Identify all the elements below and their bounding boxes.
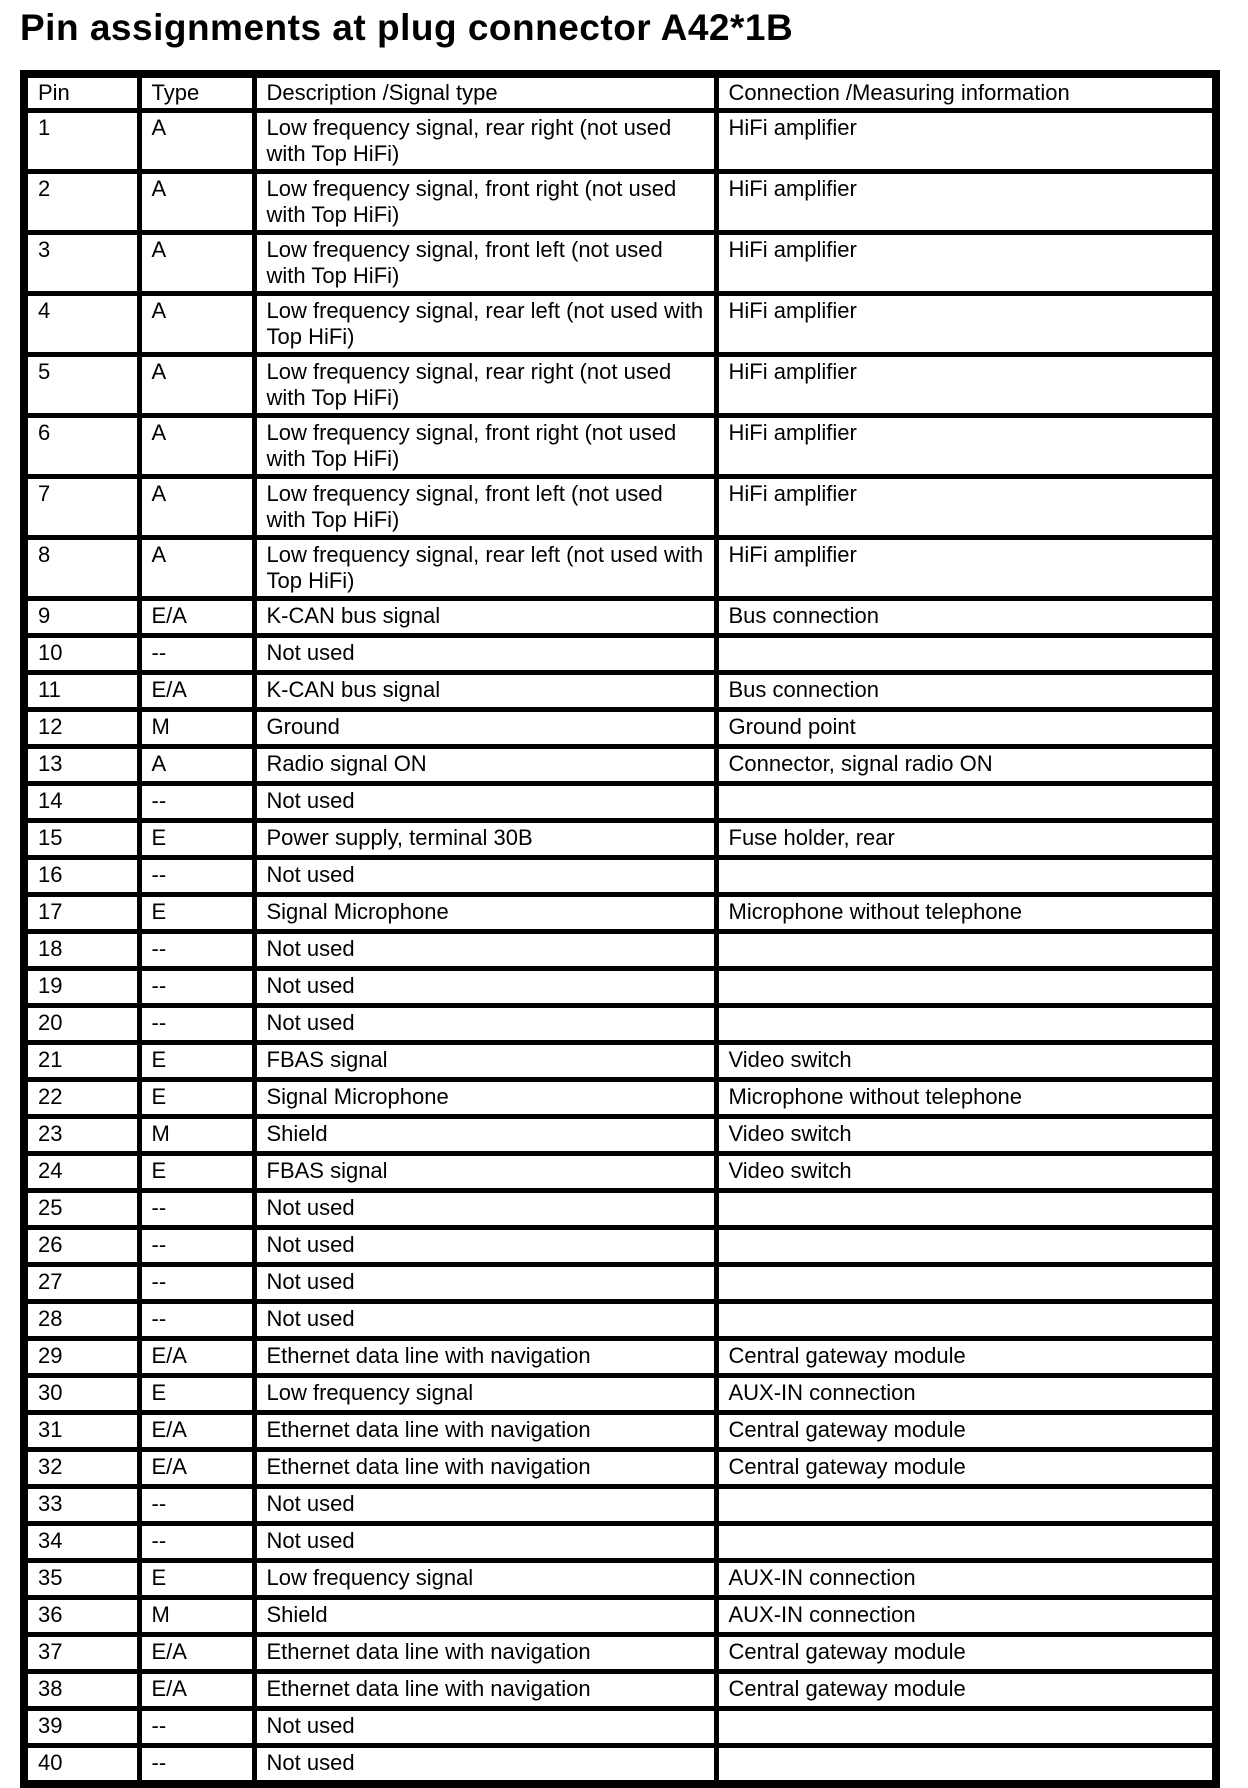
- column-header-description: Description /Signal type: [254, 74, 716, 111]
- table-row: [24, 1561, 1216, 1598]
- table-row: [24, 1376, 1216, 1413]
- connection-cell: [716, 932, 1216, 969]
- column-header-connection: Connection /Measuring information: [716, 74, 1216, 111]
- table-row: [24, 858, 1216, 895]
- description-cell: Low frequency signal, front right (not used with Top HiFi): [254, 416, 716, 477]
- description-cell: Signal Microphone: [254, 895, 716, 932]
- pin-cell: 17: [24, 895, 139, 932]
- description-cell: Low frequency signal, rear right (not used with Top HiFi): [254, 111, 716, 172]
- type-cell: --: [139, 932, 254, 969]
- table-row: [24, 1154, 1216, 1191]
- pin-cell: 9: [24, 599, 139, 636]
- connection-cell: [716, 636, 1216, 673]
- pin-cell: 25: [24, 1191, 139, 1228]
- connection-cell: Fuse holder, rear: [716, 821, 1216, 858]
- connection-cell: HiFi amplifier: [716, 416, 1216, 477]
- pin-cell: 20: [24, 1006, 139, 1043]
- description-cell: Not used: [254, 969, 716, 1006]
- type-cell: --: [139, 1709, 254, 1746]
- pin-cell: 29: [24, 1339, 139, 1376]
- connection-cell: [716, 1191, 1216, 1228]
- table-row: [24, 1191, 1216, 1228]
- connection-cell: HiFi amplifier: [716, 355, 1216, 416]
- pin-cell: 30: [24, 1376, 139, 1413]
- table-row: [24, 1117, 1216, 1154]
- pin-cell: 16: [24, 858, 139, 895]
- connection-cell: Video switch: [716, 1043, 1216, 1080]
- description-cell: Shield: [254, 1117, 716, 1154]
- connection-cell: [716, 1265, 1216, 1302]
- connection-cell: Central gateway module: [716, 1450, 1216, 1487]
- pin-cell: 4: [24, 294, 139, 355]
- table-row: [24, 172, 1216, 233]
- type-cell: --: [139, 1191, 254, 1228]
- description-cell: Not used: [254, 1265, 716, 1302]
- table-row: [24, 673, 1216, 710]
- description-cell: Not used: [254, 858, 716, 895]
- description-cell: Not used: [254, 784, 716, 821]
- type-cell: --: [139, 1228, 254, 1265]
- table-row: [24, 1524, 1216, 1561]
- pin-cell: 31: [24, 1413, 139, 1450]
- connection-cell: HiFi amplifier: [716, 172, 1216, 233]
- description-cell: Low frequency signal, rear right (not used with Top HiFi): [254, 355, 716, 416]
- description-cell: Not used: [254, 1191, 716, 1228]
- description-cell: Not used: [254, 1709, 716, 1746]
- type-cell: M: [139, 710, 254, 747]
- table-row: [24, 416, 1216, 477]
- table-row: [24, 932, 1216, 969]
- description-cell: FBAS signal: [254, 1154, 716, 1191]
- description-cell: Low frequency signal, front left (not used with Top HiFi): [254, 233, 716, 294]
- connection-cell: HiFi amplifier: [716, 111, 1216, 172]
- table-row: [24, 1450, 1216, 1487]
- table-row: [24, 784, 1216, 821]
- type-cell: E: [139, 821, 254, 858]
- type-cell: A: [139, 111, 254, 172]
- table-row: [24, 1265, 1216, 1302]
- connection-cell: AUX-IN connection: [716, 1376, 1216, 1413]
- type-cell: M: [139, 1117, 254, 1154]
- connection-cell: [716, 1302, 1216, 1339]
- type-cell: A: [139, 747, 254, 784]
- pin-cell: 24: [24, 1154, 139, 1191]
- connection-cell: Central gateway module: [716, 1672, 1216, 1709]
- connection-cell: HiFi amplifier: [716, 538, 1216, 599]
- type-cell: --: [139, 1524, 254, 1561]
- table-row: [24, 1080, 1216, 1117]
- type-cell: --: [139, 969, 254, 1006]
- description-cell: Low frequency signal, front left (not used with Top HiFi): [254, 477, 716, 538]
- description-cell: Ethernet data line with navigation: [254, 1413, 716, 1450]
- description-cell: Power supply, terminal 30B: [254, 821, 716, 858]
- pin-cell: 38: [24, 1672, 139, 1709]
- description-cell: Not used: [254, 1746, 716, 1785]
- table-row: [24, 1598, 1216, 1635]
- connection-cell: Central gateway module: [716, 1339, 1216, 1376]
- type-cell: E/A: [139, 599, 254, 636]
- pin-cell: 39: [24, 1709, 139, 1746]
- pin-cell: 11: [24, 673, 139, 710]
- type-cell: M: [139, 1598, 254, 1635]
- pin-cell: 5: [24, 355, 139, 416]
- connection-cell: Video switch: [716, 1117, 1216, 1154]
- type-cell: E: [139, 1376, 254, 1413]
- type-cell: A: [139, 477, 254, 538]
- type-cell: A: [139, 172, 254, 233]
- pin-cell: 15: [24, 821, 139, 858]
- pin-table-body: [24, 111, 1216, 1785]
- pin-cell: 18: [24, 932, 139, 969]
- pin-cell: 26: [24, 1228, 139, 1265]
- type-cell: E/A: [139, 1635, 254, 1672]
- description-cell: Ethernet data line with navigation: [254, 1635, 716, 1672]
- type-cell: A: [139, 416, 254, 477]
- table-row: [24, 1228, 1216, 1265]
- pin-cell: 34: [24, 1524, 139, 1561]
- type-cell: --: [139, 1006, 254, 1043]
- table-row: [24, 1006, 1216, 1043]
- connection-cell: HiFi amplifier: [716, 233, 1216, 294]
- connection-cell: Video switch: [716, 1154, 1216, 1191]
- description-cell: Ethernet data line with navigation: [254, 1339, 716, 1376]
- connection-cell: [716, 1709, 1216, 1746]
- table-row: [24, 1746, 1216, 1785]
- table-row: [24, 1043, 1216, 1080]
- type-cell: --: [139, 1265, 254, 1302]
- pin-cell: 28: [24, 1302, 139, 1339]
- pin-cell: 2: [24, 172, 139, 233]
- description-cell: Shield: [254, 1598, 716, 1635]
- type-cell: A: [139, 538, 254, 599]
- pin-cell: 33: [24, 1487, 139, 1524]
- type-cell: --: [139, 858, 254, 895]
- connection-cell: [716, 1524, 1216, 1561]
- table-row: [24, 895, 1216, 932]
- table-row: [24, 636, 1216, 673]
- table-row: [24, 1339, 1216, 1376]
- type-cell: E/A: [139, 1450, 254, 1487]
- description-cell: Not used: [254, 932, 716, 969]
- connection-cell: AUX-IN connection: [716, 1561, 1216, 1598]
- connection-cell: [716, 1006, 1216, 1043]
- type-cell: --: [139, 1302, 254, 1339]
- table-row: [24, 969, 1216, 1006]
- pin-cell: 8: [24, 538, 139, 599]
- connection-cell: Central gateway module: [716, 1413, 1216, 1450]
- description-cell: Ground: [254, 710, 716, 747]
- description-cell: K-CAN bus signal: [254, 599, 716, 636]
- table-row: [24, 538, 1216, 599]
- connection-cell: Bus connection: [716, 673, 1216, 710]
- connection-cell: AUX-IN connection: [716, 1598, 1216, 1635]
- table-row: [24, 233, 1216, 294]
- table-row: [24, 1709, 1216, 1746]
- pin-cell: 22: [24, 1080, 139, 1117]
- description-cell: Signal Microphone: [254, 1080, 716, 1117]
- type-cell: A: [139, 233, 254, 294]
- pin-cell: 7: [24, 477, 139, 538]
- pin-cell: 3: [24, 233, 139, 294]
- type-cell: E/A: [139, 673, 254, 710]
- description-cell: Radio signal ON: [254, 747, 716, 784]
- pin-cell: 40: [24, 1746, 139, 1785]
- table-row: [24, 1413, 1216, 1450]
- table-row: [24, 111, 1216, 172]
- column-header-pin: Pin: [24, 74, 139, 111]
- description-cell: Low frequency signal, front right (not used with Top HiFi): [254, 172, 716, 233]
- description-cell: FBAS signal: [254, 1043, 716, 1080]
- table-row: [24, 599, 1216, 636]
- connection-cell: Microphone without telephone: [716, 895, 1216, 932]
- pin-cell: 12: [24, 710, 139, 747]
- pin-assignment-table: [20, 70, 1220, 1788]
- description-cell: Low frequency signal, rear left (not used with Top HiFi): [254, 538, 716, 599]
- connection-cell: [716, 1746, 1216, 1785]
- table-row: [24, 710, 1216, 747]
- description-cell: Ethernet data line with navigation: [254, 1672, 716, 1709]
- description-cell: Not used: [254, 1487, 716, 1524]
- description-cell: Low frequency signal: [254, 1561, 716, 1598]
- type-cell: --: [139, 636, 254, 673]
- connection-cell: [716, 1228, 1216, 1265]
- description-cell: Not used: [254, 1524, 716, 1561]
- connection-cell: Connector, signal radio ON: [716, 747, 1216, 784]
- table-row: [24, 477, 1216, 538]
- table-row: [24, 355, 1216, 416]
- connection-cell: [716, 784, 1216, 821]
- connection-cell: [716, 969, 1216, 1006]
- type-cell: E: [139, 1043, 254, 1080]
- type-cell: E/A: [139, 1413, 254, 1450]
- type-cell: E: [139, 1561, 254, 1598]
- description-cell: Not used: [254, 1302, 716, 1339]
- description-cell: Not used: [254, 636, 716, 673]
- type-cell: E: [139, 1154, 254, 1191]
- pin-cell: 6: [24, 416, 139, 477]
- pin-cell: 14: [24, 784, 139, 821]
- connection-cell: HiFi amplifier: [716, 294, 1216, 355]
- description-cell: Not used: [254, 1228, 716, 1265]
- type-cell: E: [139, 1080, 254, 1117]
- column-header-type: Type: [139, 74, 254, 111]
- header-row: [24, 74, 1216, 111]
- type-cell: A: [139, 355, 254, 416]
- connection-cell: Microphone without telephone: [716, 1080, 1216, 1117]
- table-row: [24, 747, 1216, 784]
- connection-cell: Ground point: [716, 710, 1216, 747]
- type-cell: E/A: [139, 1672, 254, 1709]
- type-cell: --: [139, 784, 254, 821]
- pin-cell: 21: [24, 1043, 139, 1080]
- table-row: [24, 294, 1216, 355]
- connection-cell: [716, 858, 1216, 895]
- description-cell: Not used: [254, 1006, 716, 1043]
- description-cell: Ethernet data line with navigation: [254, 1450, 716, 1487]
- table-row: [24, 1487, 1216, 1524]
- type-cell: --: [139, 1487, 254, 1524]
- page-title: Pin assignments at plug connector A42*1B: [20, 7, 794, 48]
- connection-cell: HiFi amplifier: [716, 477, 1216, 538]
- table-row: [24, 1672, 1216, 1709]
- connection-cell: Bus connection: [716, 599, 1216, 636]
- type-cell: E: [139, 895, 254, 932]
- pin-cell: 36: [24, 1598, 139, 1635]
- pin-cell: 23: [24, 1117, 139, 1154]
- connection-cell: [716, 1487, 1216, 1524]
- description-cell: K-CAN bus signal: [254, 673, 716, 710]
- pin-cell: 35: [24, 1561, 139, 1598]
- pin-cell: 13: [24, 747, 139, 784]
- description-cell: Low frequency signal: [254, 1376, 716, 1413]
- type-cell: E/A: [139, 1339, 254, 1376]
- type-cell: A: [139, 294, 254, 355]
- description-cell: Low frequency signal, rear left (not used with Top HiFi): [254, 294, 716, 355]
- type-cell: --: [139, 1746, 254, 1785]
- pin-cell: 10: [24, 636, 139, 673]
- pin-cell: 32: [24, 1450, 139, 1487]
- pin-cell: 19: [24, 969, 139, 1006]
- table-row: [24, 1302, 1216, 1339]
- connection-cell: Central gateway module: [716, 1635, 1216, 1672]
- table-row: [24, 821, 1216, 858]
- table-row: [24, 1635, 1216, 1672]
- pin-cell: 37: [24, 1635, 139, 1672]
- pin-cell: 1: [24, 111, 139, 172]
- pin-cell: 27: [24, 1265, 139, 1302]
